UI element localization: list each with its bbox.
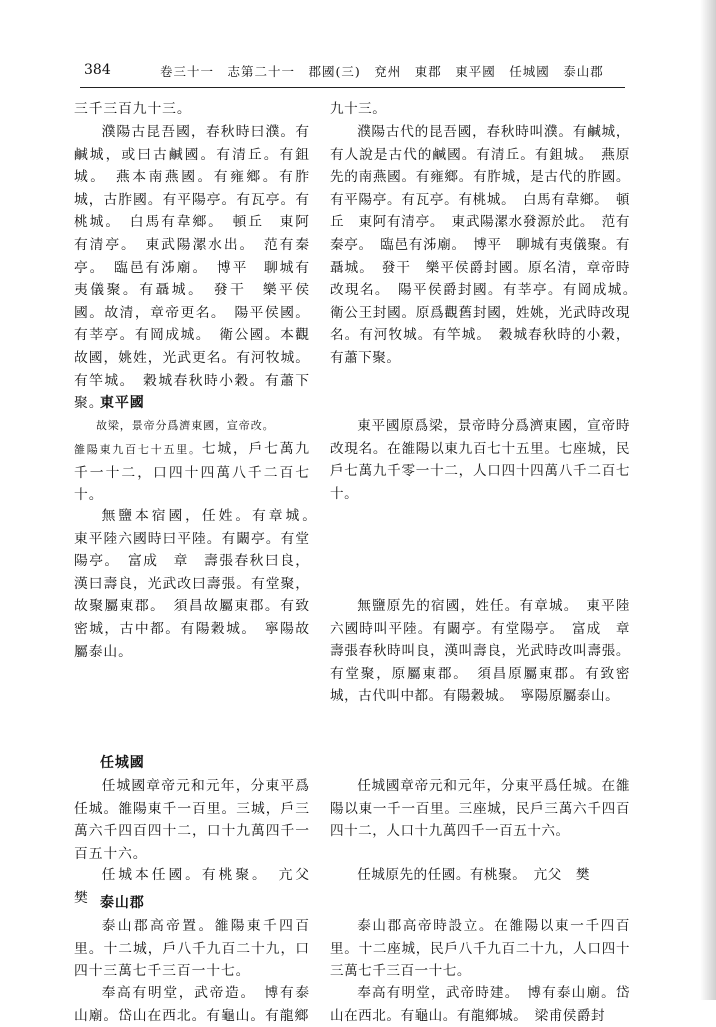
paragraph-text: 泰山郡高帝置。雒陽東千四百里。十二城，戶八千九百二十九，口四十三萬七千三百一十七。 xyxy=(74,918,310,980)
section-title xyxy=(74,392,310,415)
paragraph-text: 奉高有明堂，武帝造。 博有泰山廟。岱山在西北。有龜山。有龍鄉 xyxy=(74,985,310,1024)
text-paragraph xyxy=(74,121,310,415)
note-text: 雒陽東九百七十五里。 xyxy=(74,443,202,456)
paragraph-text: 九十三。 xyxy=(330,101,387,117)
paragraph-text: 任城國章帝元和元年，分東平爲任城。在雒陽以東一千一百里。三座城，民戶三萬六千四百四十二，人口十九萬四千一百五十六。 xyxy=(330,778,630,840)
section-title xyxy=(74,752,310,775)
text-paragraph xyxy=(74,505,325,663)
paragraph-text: 任城國章帝元和元年，分東平爲任城。雒陽東千一百里。三城，戶三萬六千四百四十二，口十九萬四千一百五十六。 xyxy=(74,778,310,862)
paragraph-text xyxy=(74,438,310,507)
text-paragraph xyxy=(330,775,630,843)
paragraph-text: 任城原先的任國。有桃聚。 亢父 樊 xyxy=(357,867,590,883)
paragraph-text: 奉高有明堂，武帝時建。 博有泰山廟。岱山在西北。有龜山。有龍鄉城。 梁甫侯爵封 xyxy=(330,985,630,1024)
section-title-text: 泰山郡 xyxy=(100,895,145,911)
paragraph-text: 故梁，景帝分爲濟東國，宣帝改。 xyxy=(96,419,275,432)
text-paragraph xyxy=(330,121,645,370)
text-paragraph xyxy=(330,595,645,708)
section-title xyxy=(74,892,310,915)
text-paragraph xyxy=(330,415,630,505)
text-paragraph xyxy=(330,982,630,1027)
text-paragraph xyxy=(74,982,310,1027)
paragraph-text: 東平國原爲梁，景帝時分爲濟東國，宣帝時改現名。在雒陽以東九百七十五里。七座城，民戶七萬九千零一十二，人口四十四萬八千二百七十。 xyxy=(330,418,630,502)
paragraph-text: 三千三百九十三。 xyxy=(74,101,192,117)
paragraph-text: 無鹽本宿國，任姓。有章城。 東平陸六國時曰平陸。有闞亭。有堂陽亭。 富成 章 壽張春秋曰良，漢曰壽良，光武改曰壽張。有堂聚，故聚屬東郡。 須昌故屬東郡。有致密城，古中都。有陽穀城。 寧陽故屬泰山。 xyxy=(74,508,325,660)
page-edge-shadow xyxy=(700,0,716,1000)
section-title-text: 東平國 xyxy=(100,395,145,411)
text-paragraph xyxy=(74,915,310,983)
paragraph-text: 泰山郡高帝時設立。在雒陽以東一千四百里。十二座城，民戶八千九百二十九，人口四十三萬七千三百一十七。 xyxy=(330,918,630,980)
text-paragraph xyxy=(74,775,310,865)
page-number: 384 xyxy=(84,62,111,78)
paragraph-text: 任城本任國。有桃聚。 亢父 樊 xyxy=(74,867,325,906)
paragraph-text: 濮陽古昆吾國，春秋時曰濮。有鹹城，或曰古鹹國。有清丘。有鉏城。 燕本南燕國。有雍鄉。有胙城，古胙國。有平陽亭。有瓦亭。有桃城。 白馬有韋鄉。 頓丘 東阿有清亭。 東武陽漯水出。 范有秦亭。 臨邑有泲廟。 博平 聊城有夷儀聚。有聶城。 發干 樂平侯國。故清，章帝更名。 陽平侯國。有莘亭。有岡成城。 衛公國。本觀故國，姚姓，光武更名。有河牧城。有竿城。 穀城春秋時小穀。有蕭下聚。 xyxy=(74,124,310,412)
body-text: 七城，戶七萬九千一十二，口四十四萬八千二百七十。 xyxy=(74,441,310,504)
section-title-text: 任城國 xyxy=(100,755,145,771)
text-paragraph xyxy=(74,438,310,507)
paragraph-text: 濮陽古代的昆吾國，春秋時叫濮。有鹹城，有人說是古代的鹹國。有清丘。有鉏城。 燕原先的南燕國。有雍鄉。有胙城，是古代的胙國。有平陽亭。有瓦亭。有桃城。 白馬有韋鄉。 頓丘 東阿有清亭。 東武陽漯水發源於此。 范有秦亭。 臨邑有泲廟。 博平 聊城有夷儀聚。有聶城。 發干 樂平侯爵封國。原名清，章帝時改現名。 陽平侯爵封國。有莘亭。有岡成城。 衛公王封國。原爲觀舊封國，姓姚，光武時改現名。有河牧城。有竿城。 穀城春秋時的小穀，有蕭下聚。 xyxy=(330,124,645,366)
text-paragraph xyxy=(74,98,310,121)
running-title: 卷三十一 志第二十一 郡國(三) 兗州 東郡 東平國 任城國 泰山郡 xyxy=(160,64,604,79)
header-rule xyxy=(80,87,625,88)
text-paragraph xyxy=(74,415,310,438)
text-paragraph xyxy=(330,864,630,887)
paragraph-text: 無鹽原先的宿國，姓任。有章城。 東平陸六國時叫平陸。有闞亭。有堂陽亭。 富成 章 壽張春秋時叫良，漢叫壽良，光武時改叫壽張。有堂聚，原屬東郡。 須昌原屬東郡。有致密城，古代叫中都。有陽穀城。 寧陽原屬泰山。 xyxy=(330,598,645,705)
text-paragraph xyxy=(330,98,630,121)
page-header xyxy=(0,62,716,84)
text-paragraph xyxy=(330,915,630,983)
